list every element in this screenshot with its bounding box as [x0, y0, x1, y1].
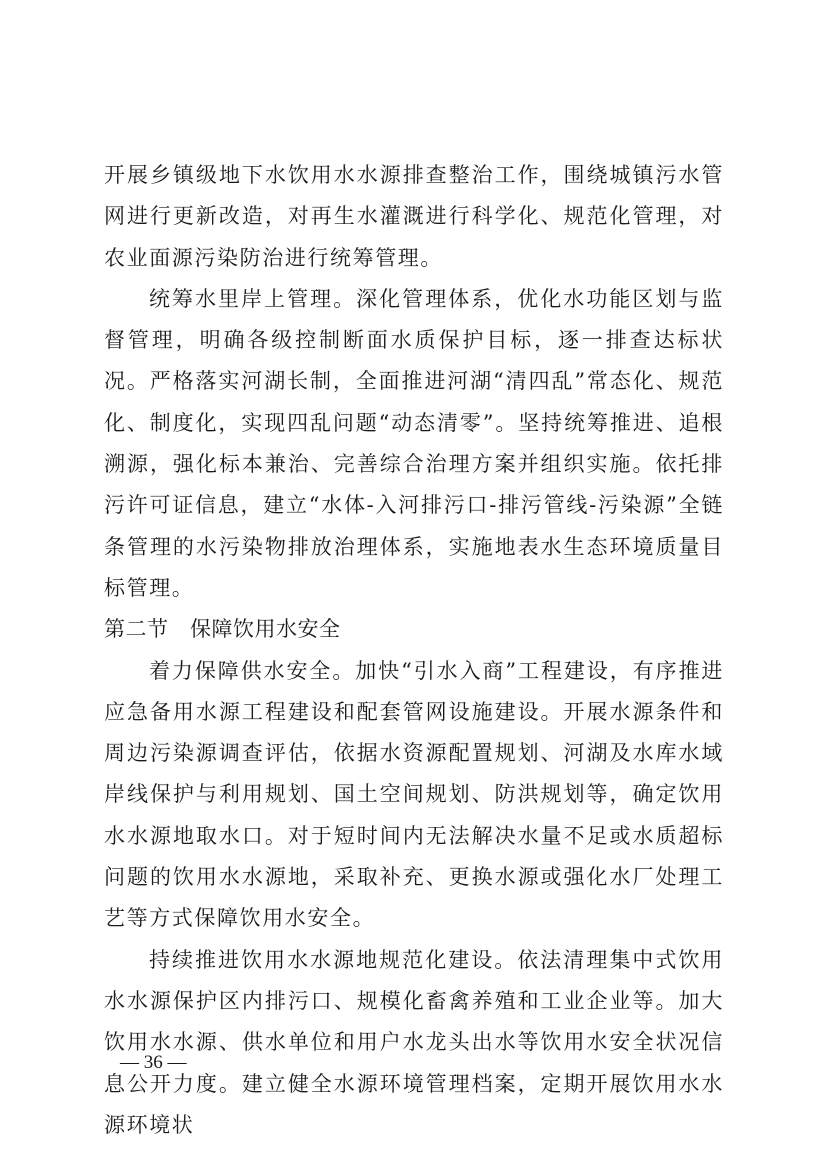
paragraph-water-shore-management: 统筹水里岸上管理。深化管理体系，优化水功能区划与监督管理，明确各级控制断面水质保护目标，逐一排查达标状况。严格落实河湖长制，全面推进河湖“清四乱”常态化、规范化、制度化，实现四乱问题“动态清零”。坚持统筹推进、追根溯源，强化标本兼治、完善综合治理方案并组织实施。依托排污许可证信息，建立“水体-入河排污口-排污管线-污染源”全链条管理的水污染物排放治理体系，实施地表水生态环境质量目标管理。	[104, 286, 724, 600]
document-body	[104, 155, 724, 1146]
paragraph-rural-groundwater: 开展乡镇级地下水饮用水水源排查整治工作，围绕城镇污水管网进行更新改造，对再生水灌溉进行科学化、规范化管理，对农业面源污染防治进行统筹管理。	[104, 163, 724, 270]
page-number: — 36 —	[120, 1052, 187, 1073]
section-heading: 第二节 保障饮用水安全	[104, 617, 341, 642]
paragraph-water-source-standardization: 持续推进饮用水水源地规范化建设。依法清理集中式饮用水水源保护区内排污口、规模化畜禽养殖和工业企业等。加大饮用水水源、供水单位和用户水龙头出水等饮用水安全状况信息公开力度。建立健全水源环境管理档案，定期开展饮用水水源环境状	[104, 947, 724, 1137]
paragraph-water-supply-safety: 着力保障供水安全。加快“引水入商”工程建设，有序推进应急备用水源工程建设和配套管网设施建设。开展水源条件和周边污染源调查评估，依据水资源配置规划、河湖及水库水域岸线保护与利用规划、国土空间规划、防洪规划等，确定饮用水水源地取水口。对于短时间内无法解决水量不足或水质超标问题的饮用水水源地，采取补充、更换水源或强化水厂处理工艺等方式保障饮用水安全。	[104, 658, 724, 931]
